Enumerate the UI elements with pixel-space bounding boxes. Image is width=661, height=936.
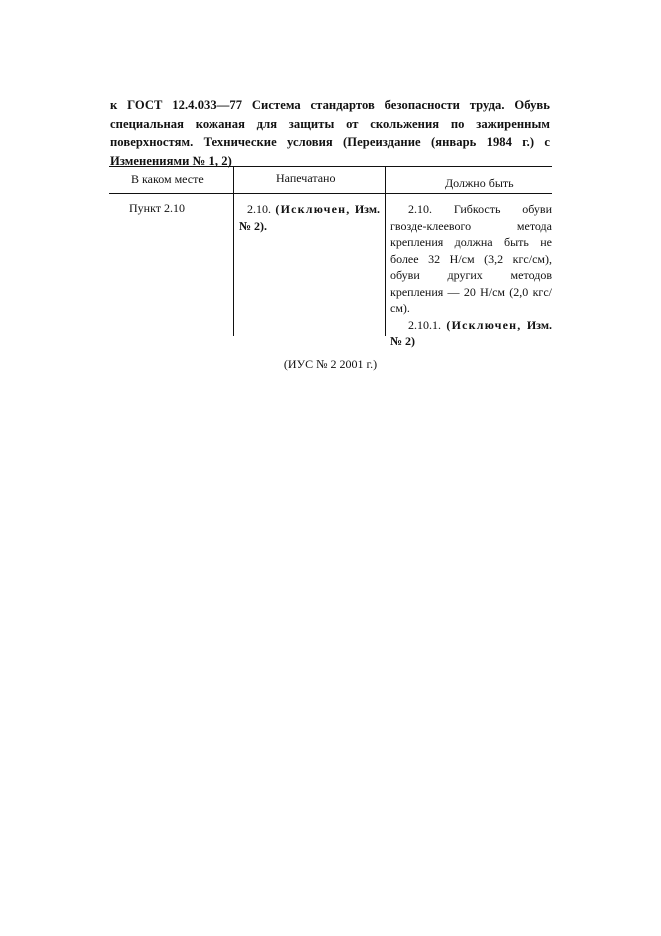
cell-should-be [390,201,552,350]
column-divider-2 [385,166,386,336]
should-be-subitem [390,317,552,350]
table-top-rule [109,166,552,167]
header-where: В каком месте [131,172,204,186]
printed-change: Изм. № 2). [239,202,380,233]
header-printed: Напечатано [276,171,336,185]
subitem-lead: 2.10.1. [408,317,447,332]
cell-printed [239,201,380,234]
table-header-rule [109,193,552,194]
printed-lead: 2.10. [247,202,276,216]
publication-reference: (ИУС № 2 2001 г.) [283,357,378,371]
corrections-table [109,166,552,348]
printed-excluded: (Исключен, [275,202,351,216]
column-divider-1 [233,166,234,336]
header-should-be: Должно быть [445,176,514,190]
document-heading: к ГОСТ 12.4.033—77 Система стандартов безопасности труда. Обувь специальная кожаная для защиты от скольжения по зажиренным поверхностям. Технические условия (Переиздание (январь 1984 г.) с Изменениями № 1, 2) [110,98,550,168]
cell-where: Пункт 2.10 [129,201,186,215]
subitem-excluded: (Исключен, [446,317,522,332]
should-be-text: 2.10. Гибкость обуви гвозде-клеевого метода крепления должна быть не более 32 Н/см (3,2 кгс/см), обуви других методов крепления — 20 Н/см (2,0 кгс/см). [390,202,552,315]
subitem-change: Изм. № 2) [390,317,552,348]
